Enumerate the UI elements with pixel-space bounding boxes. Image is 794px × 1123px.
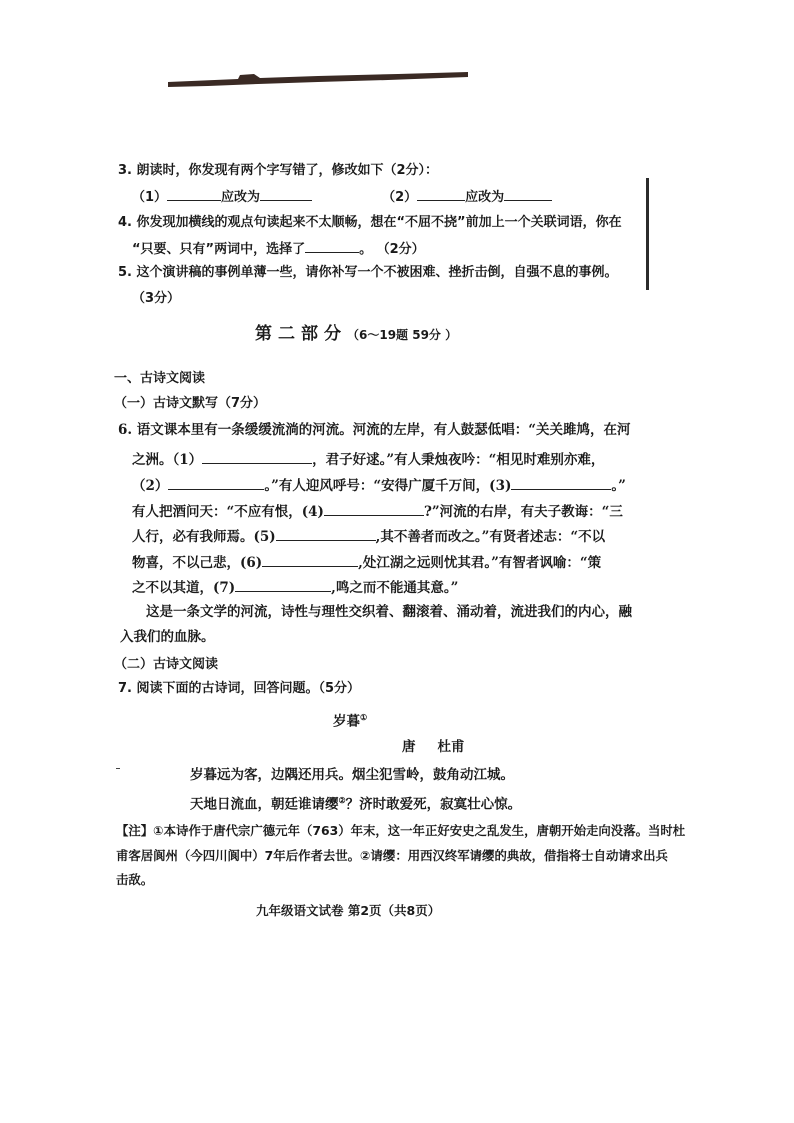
note-line-2: 甫客居阆州（今四川阆中）7年后作者去世。②请缨：用西汉终军请缨的典故，借指将士自动请求出兵 bbox=[116, 848, 668, 863]
part2-title: 第二部分（6～19题 59分 ） bbox=[255, 324, 458, 344]
page-footer: 九年级语文试卷 第2页（共8页） bbox=[256, 903, 441, 918]
sub2-title: （二）古诗文阅读 bbox=[114, 657, 219, 672]
q6-line-4: 有人把酒问天：“不应有恨，(4) ?”河流的右岸，有夫子教诲：“三 bbox=[132, 504, 623, 520]
q6-blank-3[interactable] bbox=[511, 476, 611, 490]
q4-blank[interactable] bbox=[305, 239, 359, 253]
poem-author-line: 唐 杜甫 bbox=[402, 739, 465, 755]
poem-verse-1: 岁暮远为客，边隅还用兵。烟尘犯雪岭，鼓角动江城。 bbox=[190, 767, 514, 783]
q4-line-1: 4. 你发现加横线的观点句读起来不太顺畅，想在“不屈不挠”前加上一个关联词语，你在 bbox=[118, 215, 622, 230]
q3-blank-1a[interactable] bbox=[167, 187, 221, 201]
q6-blank-5[interactable] bbox=[276, 527, 376, 541]
q5-line-1: 5. 这个演讲稿的事例单薄一些，请你补写一个不被困难、挫折击倒，自强不息的事例。 bbox=[118, 265, 618, 280]
q6-blank-6[interactable] bbox=[262, 553, 358, 567]
q3-blank-2b[interactable] bbox=[504, 187, 552, 201]
q6-line-3: （2） 。”有人迎风呼号：“安得广厦千万间，(3) 。” bbox=[132, 478, 626, 494]
q6-line-8: 这是一条文学的河流，诗性与理性交织着、翻滚着、涌动着，流进我们的内心，融 bbox=[146, 604, 632, 620]
q4-line-2: “只要、只有”两词中，选择了 。 （2分） bbox=[132, 239, 425, 259]
scan-artifact-top bbox=[168, 72, 468, 90]
q6-line-9: 入我们的血脉。 bbox=[120, 629, 215, 645]
scan-mark bbox=[116, 768, 120, 769]
q7-stem: 7. 阅读下面的古诗词，回答问题。（5分） bbox=[118, 681, 361, 696]
q3-answer-line: （1） 应改为 （2） 应改为 bbox=[132, 187, 552, 207]
q3-stem: 3. 朗读时，你发现有两个字写错了，修改如下（2分）： bbox=[118, 163, 439, 178]
q3-blank-1b[interactable] bbox=[260, 187, 312, 201]
q6-line-5: 人行，必有我师焉。(5) ,其不善者而改之。”有贤者述志：“不以 bbox=[132, 529, 606, 545]
sub1-title: （一）古诗文默写（7分） bbox=[114, 396, 267, 411]
q6-line-2: 之洲。（1） ，君子好逑。”有人秉烛夜吟：“相见时难别亦难， bbox=[132, 452, 605, 468]
q3-blank-2a[interactable] bbox=[417, 187, 465, 201]
q6-line-1: 6. 语文课本里有一条缓缓流淌的河流。河流的左岸，有人鼓瑟低唱：“关关雎鸠，在河 bbox=[118, 422, 631, 438]
poem-title: 岁暮① bbox=[333, 712, 368, 730]
q6-blank-1[interactable] bbox=[202, 450, 312, 464]
q6-blank-2[interactable] bbox=[168, 476, 264, 490]
note-line-1: 【注】①本诗作于唐代宗广德元年（763）年末，这一年正好安史之乱发生，唐朝开始走向没落。当时杜 bbox=[116, 823, 686, 838]
q6-line-6: 物喜，不以己悲，(6) ,处江湖之远则忧其君。”有智者讽喻：“策 bbox=[132, 555, 602, 571]
scan-artifact-right bbox=[646, 178, 649, 290]
section1-title: 一、古诗文阅读 bbox=[114, 371, 206, 386]
q6-blank-4[interactable] bbox=[324, 502, 424, 516]
q5-line-2: （3分） bbox=[132, 291, 181, 306]
q6-line-7: 之不以其道，(7) ,鸣之而不能通其意。” bbox=[132, 580, 459, 596]
note-line-3: 击敌。 bbox=[116, 872, 154, 887]
q6-blank-7[interactable] bbox=[235, 578, 331, 592]
poem-verse-2: 天地日流血，朝廷谁请缨②？济时敢爱死，寂寞壮心惊。 bbox=[190, 795, 522, 813]
